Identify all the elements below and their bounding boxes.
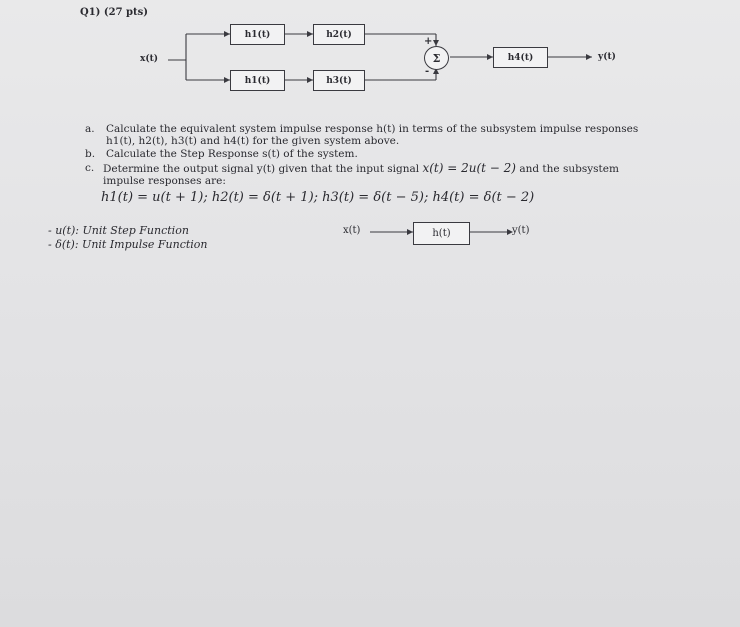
note-unit-impulse: - δ(t): Unit Impulse Function bbox=[48, 238, 208, 251]
question-a-letter: a. bbox=[85, 123, 95, 135]
small-output-label: y(t) bbox=[512, 225, 530, 236]
question-b-line1: Calculate the Step Response s(t) of the system. bbox=[106, 148, 358, 160]
question-b-letter: b. bbox=[85, 148, 96, 160]
block-h4: h4(t) bbox=[493, 47, 548, 68]
block-h1-bottom: h1(t) bbox=[230, 70, 285, 91]
small-input-label: x(t) bbox=[343, 225, 361, 236]
question-c-text: Determine the output signal y(t) given that the input signal bbox=[103, 163, 420, 175]
block-h3: h3(t) bbox=[313, 70, 365, 91]
block-h2: h2(t) bbox=[313, 24, 365, 45]
question-a-line2: h1(t), h2(t), h3(t) and h4(t) for the given system above. bbox=[106, 135, 400, 147]
question-a-line1: Calculate the equivalent system impulse response h(t) in terms of the subsystem impulse responses bbox=[106, 123, 639, 135]
question-c-line2: impulse responses are: bbox=[103, 175, 226, 187]
note-unit-step: - u(t): Unit Step Function bbox=[48, 224, 189, 237]
question-title: Q1) (27 pts) bbox=[80, 7, 148, 18]
input-label: x(t) bbox=[140, 54, 159, 64]
question-c-letter: c. bbox=[85, 162, 95, 174]
block-h1-top: h1(t) bbox=[230, 24, 285, 45]
sum-plus-sign: + bbox=[424, 36, 433, 47]
summing-junction: Σ bbox=[424, 46, 449, 70]
impulse-response-equation: h1(t) = u(t + 1); h2(t) = δ(t + 1); h3(t) = δ(t − 5); h4(t) = δ(t − 2) bbox=[101, 190, 535, 205]
small-diagram-wires bbox=[0, 0, 740, 260]
output-label: y(t) bbox=[598, 52, 616, 62]
sum-minus-sign: - bbox=[425, 66, 430, 77]
question-c-text-end: and the subsystem bbox=[519, 163, 619, 175]
small-block-h: h(t) bbox=[413, 222, 470, 245]
question-c-input-math: x(t) = 2u(t − 2) bbox=[422, 161, 516, 175]
